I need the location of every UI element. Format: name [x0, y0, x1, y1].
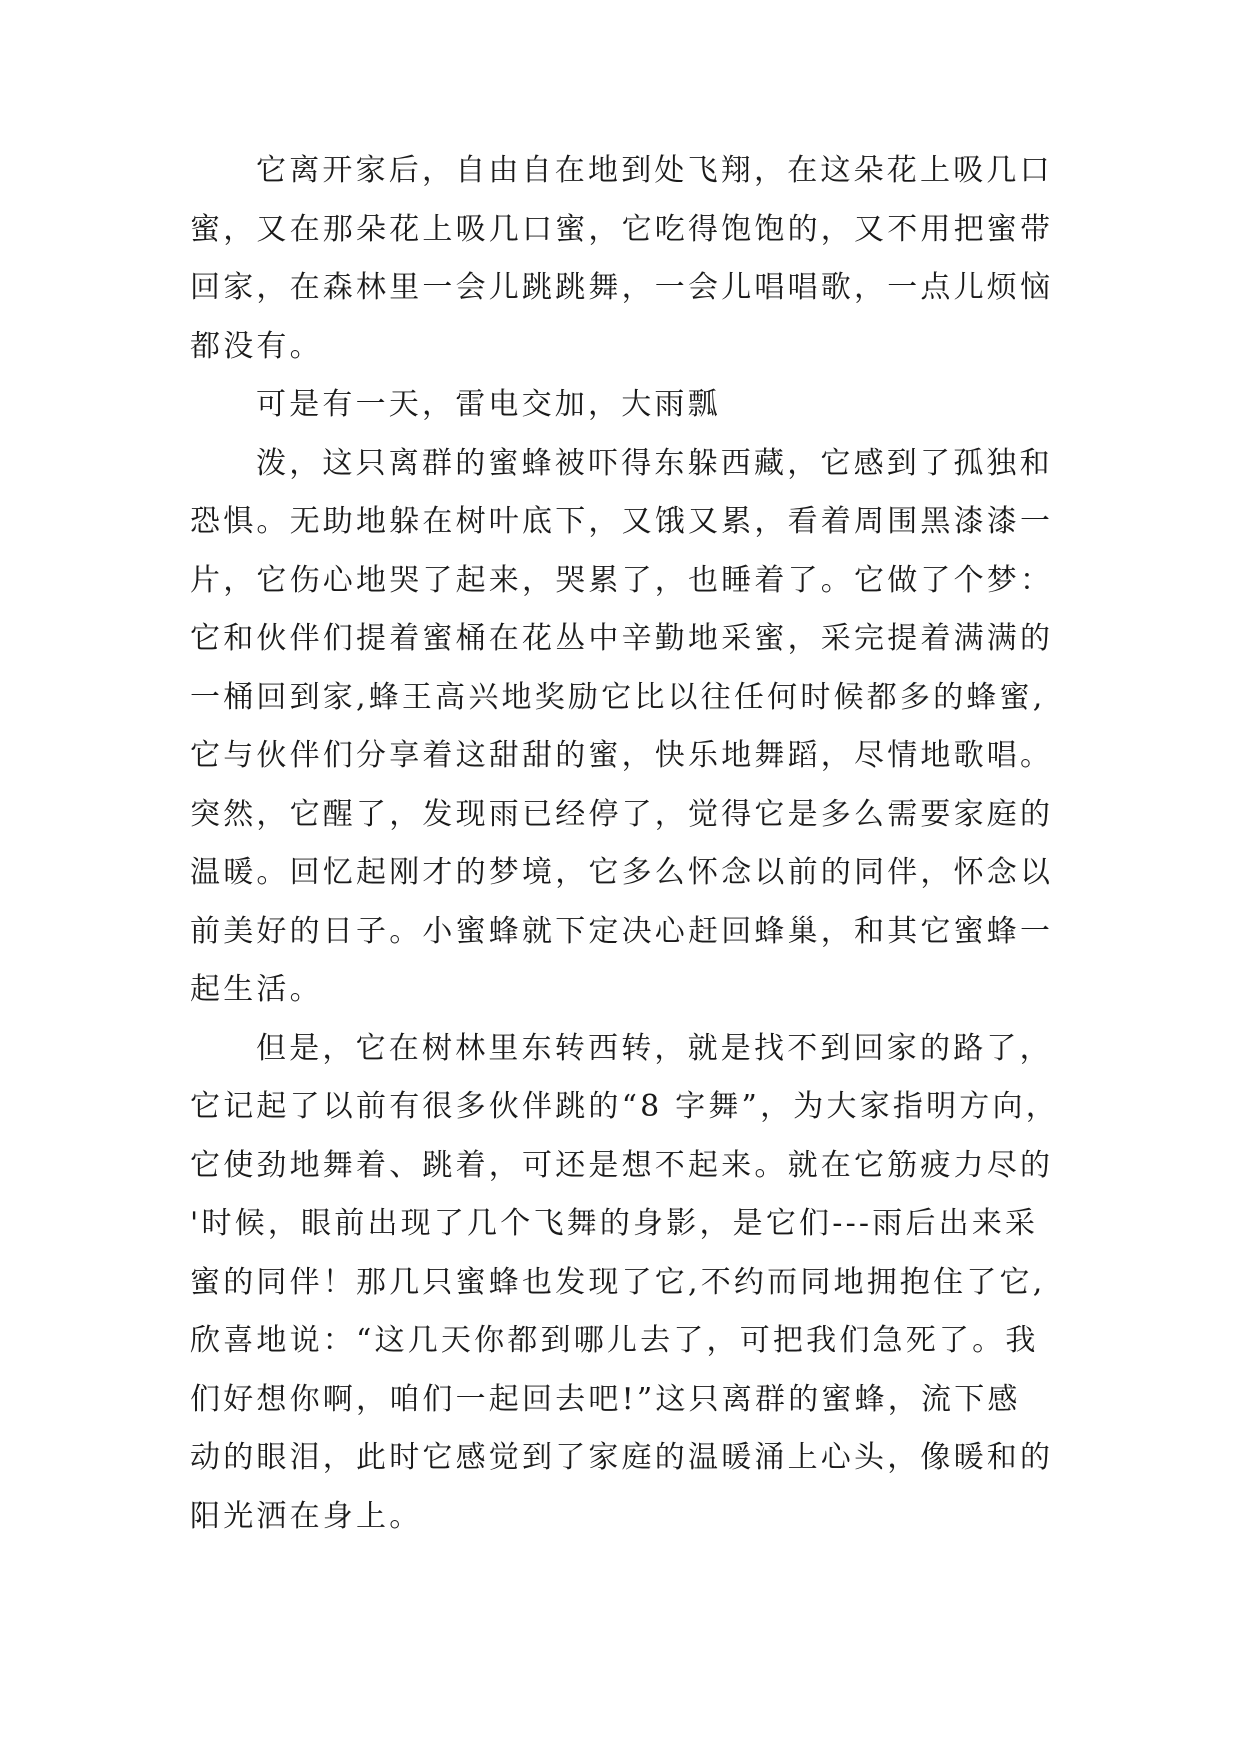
text-line: 恐惧。无助地躲在树叶底下，又饿又累，看着周围黑漆漆一 [190, 504, 1054, 539]
text-line: '时候，眼前出现了几个飞舞的身影，是它们---雨后出来采 [190, 1206, 1039, 1241]
text-line: 都没有。 [190, 328, 323, 364]
text-line: 它与伙伴们分享着这甜甜的蜜，快乐地舞蹈，尽情地歌唱。 [190, 738, 1054, 773]
text-line: 它记起了以前有很多伙伴跳的“8 字舞”，为大家指明方向， [190, 1089, 1059, 1124]
text-line: 一桶回到家,蜂王高兴地奖励它比以往任何时候都多的蜂蜜, [190, 679, 1046, 715]
text-line: 泼，这只离群的蜜蜂被吓得东躲西藏，它感到了孤独和 [256, 445, 1053, 481]
text-line: 蜜的同伴！那几只蜜蜂也发现了它,不约而同地拥抱住了它, [190, 1264, 1046, 1300]
text-line: 起生活。 [190, 972, 323, 1007]
text-line: 突然，它醒了，发现雨已经停了，觉得它是多么需要家庭的 [190, 796, 1054, 832]
text-line: 它和伙伴们提着蜜桶在花丛中辛勤地采蜜，采完提着满满的 [190, 621, 1054, 656]
text-line: 可是有一天，雷电交加，大雨瓢 [256, 387, 721, 422]
text-line: 它使劲地舞着、跳着，可还是想不起来。就在它筋疲力尽的 [190, 1147, 1054, 1183]
paragraph-2 [190, 385, 1070, 444]
text-line: 回家，在森林里一会儿跳跳舞，一会儿唱唱歌，一点儿烦恼 [190, 270, 1054, 305]
body-text [190, 151, 1070, 1555]
text-line: 前美好的日子。小蜜蜂就下定决心赶回蜂巢，和其它蜜蜂一 [190, 913, 1054, 949]
text-line: 片，它伤心地哭了起来，哭累了，也睡着了。它做了个梦： [190, 562, 1054, 598]
text-line: 们好想你啊，咱们一起回去吧!”这只离群的蜜蜂，流下感 [190, 1381, 1021, 1417]
text-line: 温暖。回忆起刚才的梦境，它多么怀念以前的同伴，怀念以 [190, 855, 1054, 890]
paragraph-3 [190, 444, 1070, 1029]
text-line: 动的眼泪，此时它感觉到了家庭的温暖涌上心头，像暖和的 [190, 1440, 1054, 1475]
paragraph-4 [190, 1029, 1070, 1556]
text-line: 蜜，又在那朵花上吸几口蜜，它吃得饱饱的，又不用把蜜带 [190, 211, 1054, 247]
text-line: 但是，它在树林里东转西转，就是找不到回家的路了， [256, 1030, 1053, 1066]
paragraph-1 [190, 151, 1070, 385]
text-line: 阳光洒在身上。 [190, 1498, 423, 1534]
text-line: 欣喜地说：“这几天你都到哪儿去了，可把我们急死了。我 [190, 1323, 1039, 1358]
text-line: 它离开家后，自由自在地到处飞翔，在这朵花上吸几口 [256, 153, 1053, 188]
